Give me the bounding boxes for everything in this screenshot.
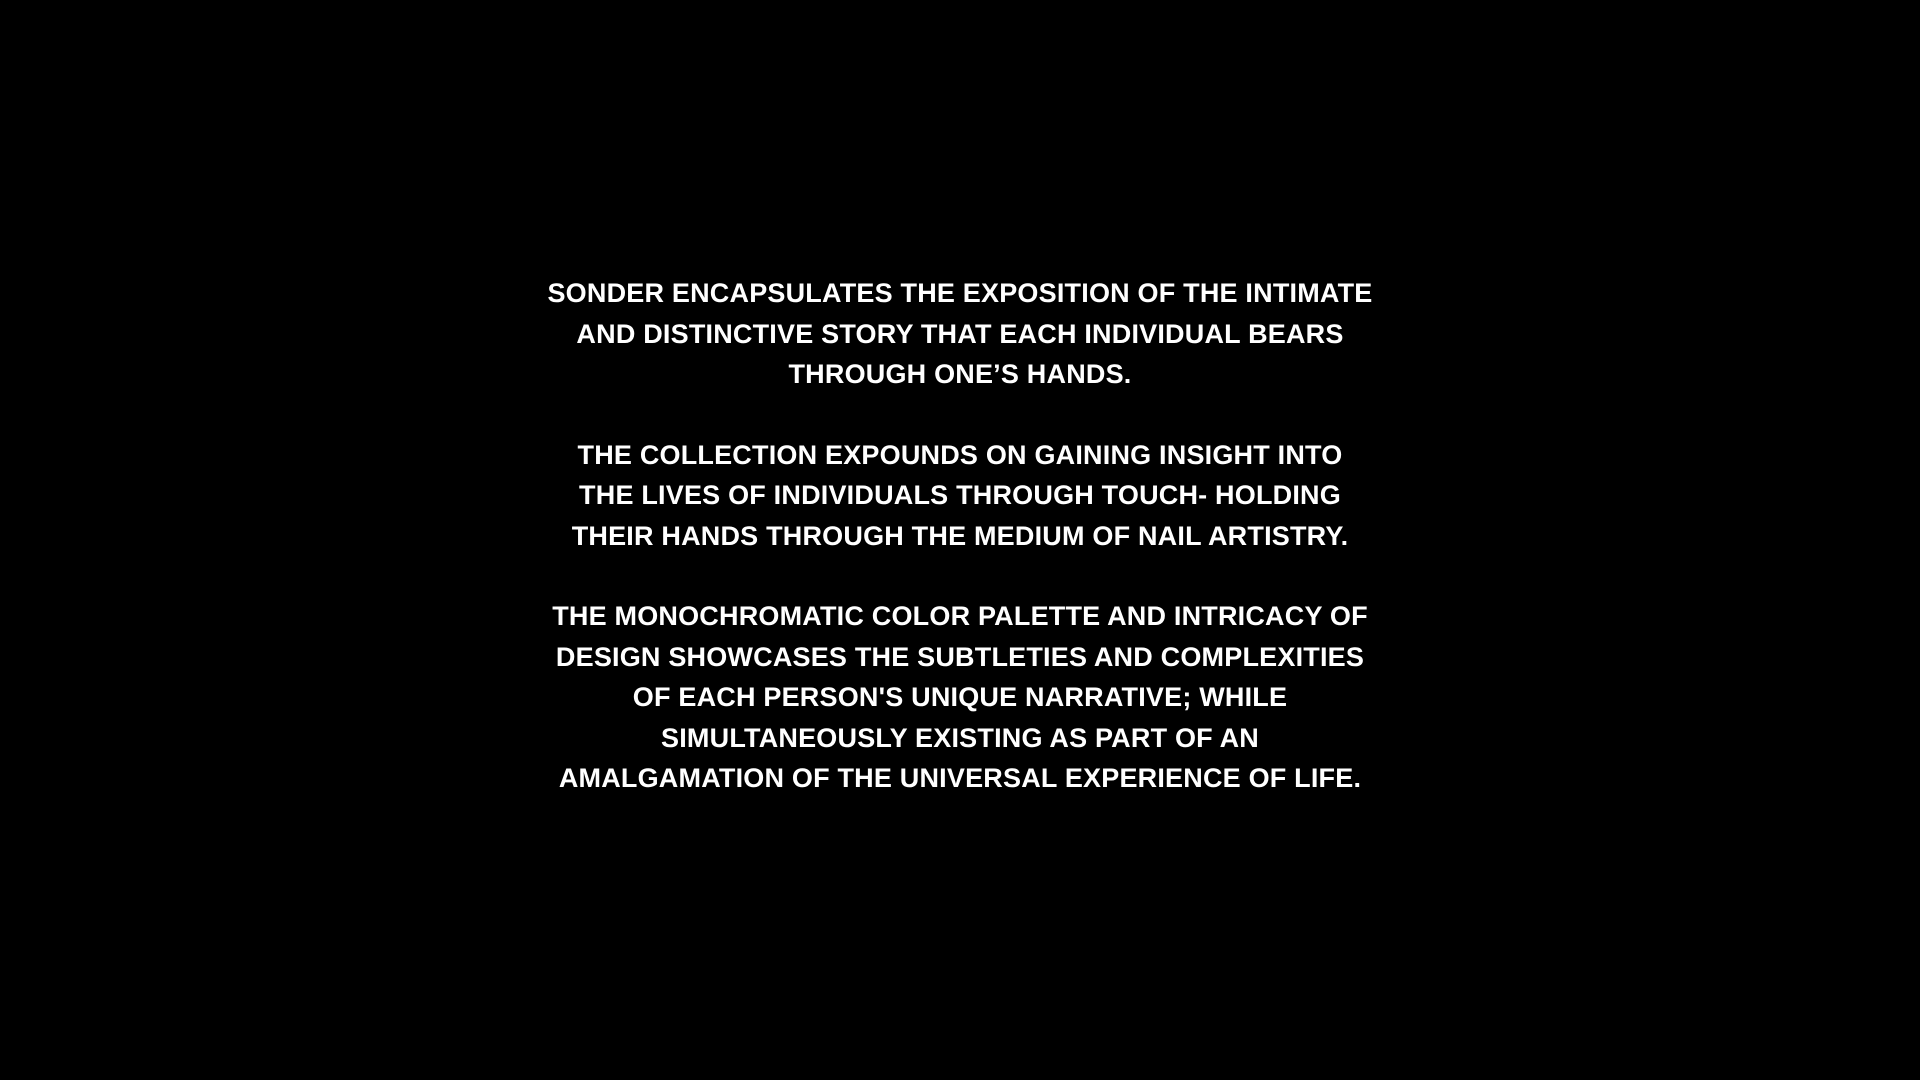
statement-line: AMALGAMATION OF THE UNIVERSAL EXPERIENCE OF LIFE.	[558, 763, 1362, 793]
statement-paragraph-palette	[510, 596, 1410, 799]
statement-line: THE COLLECTION EXPOUNDS ON GAINING INSIGHT INTO	[577, 439, 1343, 470]
statement-line: THE LIVES OF INDIVIDUALS THROUGH TOUCH- HOLDING	[579, 480, 1341, 510]
statement-paragraph-intro	[510, 273, 1410, 395]
collection-statement	[0, 273, 1920, 799]
statement-line: AND DISTINCTIVE STORY THAT EACH INDIVIDUAL BEARS	[576, 318, 1344, 349]
statement-line: SIMULTANEOUSLY EXISTING AS PART OF AN	[661, 722, 1259, 753]
statement-line: SONDER ENCAPSULATES THE EXPOSITION OF THE INTIMATE	[547, 278, 1373, 308]
statement-line: THEIR HANDS THROUGH THE MEDIUM OF NAIL ARTISTRY.	[571, 520, 1349, 551]
statement-line: OF EACH PERSON'S UNIQUE NARRATIVE; WHILE	[632, 682, 1288, 712]
statement-line: THE MONOCHROMATIC COLOR PALETTE AND INTRICACY OF	[552, 601, 1368, 631]
statement-line: THROUGH ONE’S HANDS.	[788, 359, 1132, 389]
statement-paragraph-collection	[510, 435, 1410, 557]
statement-line: DESIGN SHOWCASES THE SUBTLETIES AND COMPLEXITIES	[555, 641, 1365, 672]
